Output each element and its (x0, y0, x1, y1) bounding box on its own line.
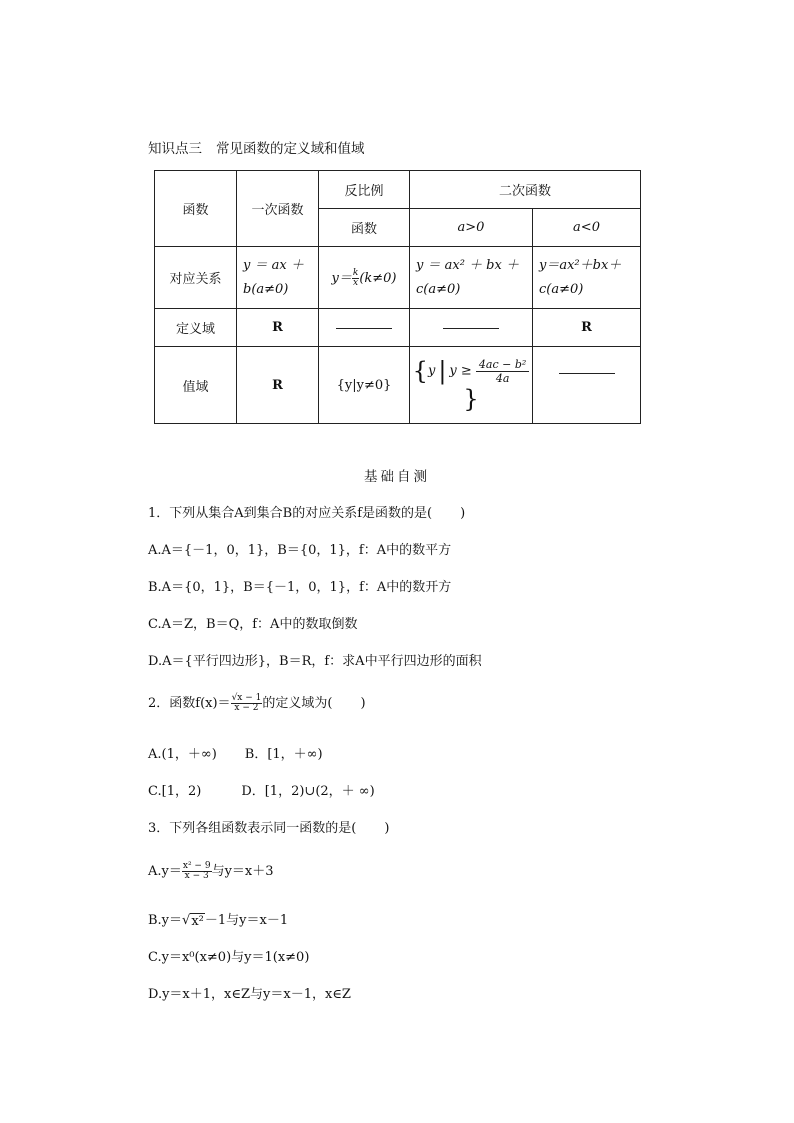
quad-neg-relation (533, 247, 641, 309)
header-quadratic: 二次函数 (410, 171, 641, 209)
q3-a-num: x² − 9 (182, 861, 211, 871)
range-quad-num: 4ac − b² (476, 358, 529, 372)
q1-option-a: A.A＝{－1，0，1}，B＝{0，1}，f：A中的数平方 (148, 543, 452, 558)
inverse-fraction-den: x (353, 278, 359, 288)
q2-stem-pre: 2．函数f(x)＝ (148, 696, 231, 711)
inverse-relation-post: (k≠0) (359, 271, 397, 286)
linear-relation-line1: y ＝ ax ＋ (243, 257, 304, 273)
header-a-negative: a<0 (533, 209, 641, 247)
q2-option-d: D．[1，2)∪(2，＋ ∞) (241, 784, 375, 799)
header-inverse-top: 反比例 (319, 171, 410, 209)
section-label: 知识点三 (148, 141, 202, 157)
range-quad-fraction (476, 358, 529, 385)
header-inverse-bottom: 函数 (319, 209, 410, 247)
q3-option-b (148, 909, 288, 929)
q3-option-a (148, 860, 274, 881)
quad-neg-relation-line2: c(a≠0) (539, 281, 584, 297)
q3-a-den: x − 3 (184, 871, 209, 881)
section-heading: 常见函数的定义域和值域 (216, 141, 365, 157)
range-quad-den: 4a (495, 371, 510, 385)
header-linear: 一次函数 (237, 171, 319, 247)
q3-b-post: －1与y＝x－1 (204, 913, 289, 928)
right-brace-icon: } (463, 385, 479, 413)
q2-options-row2 (148, 780, 375, 799)
q2-close-paren: ) (360, 696, 366, 711)
domain-inverse-blank (319, 309, 410, 347)
header-function: 函数 (155, 171, 237, 247)
question-2-stem (148, 692, 366, 713)
q2-fraction (231, 694, 263, 713)
inverse-fraction-num: k (352, 268, 359, 278)
range-linear: R (237, 347, 319, 424)
q3-b-radicand: x² (191, 914, 204, 929)
q3-a-post: 与y＝x＋3 (211, 864, 274, 879)
quad-neg-relation-line1: y＝ax²＋bx＋ (539, 257, 622, 273)
answer-blank (336, 327, 392, 329)
q3-a-pre: A.y＝ (148, 864, 182, 879)
range-quad-var: y (427, 363, 436, 379)
q2-stem-post: 的定义域为( (262, 696, 333, 711)
q2-option-b: B．[1，＋∞) (244, 747, 323, 762)
domain-quad-neg: R (533, 309, 641, 347)
inverse-relation (319, 247, 410, 309)
row-label-relation: 对应关系 (155, 247, 237, 309)
domain-linear: R (237, 309, 319, 347)
q1-stem-text: 1．下列从集合A到集合B的对应关系f是函数的是( (148, 506, 433, 521)
header-a-positive: a>0 (410, 209, 533, 247)
quad-pos-relation (410, 247, 533, 309)
q3-option-c: C.y＝x⁰(x≠0)与y＝1(x≠0) (148, 950, 310, 965)
q2-frac-den: x − 2 (234, 703, 259, 713)
range-inverse: {y|y≠0} (319, 347, 410, 424)
q3-option-d: D.y＝x＋1，x∈Z与y＝x－1，x∈Z (148, 987, 351, 1002)
bar-icon: | (438, 357, 447, 385)
q3-close-paren: ) (384, 821, 390, 836)
quad-pos-relation-line2: c(a≠0) (416, 281, 461, 297)
q2-option-c: C.[1，2) (148, 784, 202, 799)
inverse-relation-pre: y＝ (331, 271, 352, 286)
q2-frac-num: √x − 1 (231, 693, 262, 703)
q1-option-d: D.A＝{平行四边形}，B＝R，f：求A中平行四边形的面积 (148, 654, 482, 669)
q3-stem-text: 3．下列各组函数表示同一函数的是( (148, 821, 357, 836)
q2-options-row1 (148, 743, 323, 762)
range-quad-pos (410, 347, 533, 424)
domain-quad-pos-blank (410, 309, 533, 347)
row-label-domain: 定义域 (155, 309, 237, 347)
range-quad-neg-blank (533, 347, 641, 424)
row-label-range: 值域 (155, 347, 237, 424)
range-quad-cond: y ≥ (449, 363, 472, 379)
q1-option-b: B.A＝{0，1}，B＝{－1，0，1}，f：A中的数开方 (148, 580, 452, 595)
q3-a-fraction (182, 862, 212, 881)
section-title (148, 137, 365, 157)
q1-option-c: C.A＝Z，B＝Q，f：A中的数取倒数 (148, 617, 358, 632)
function-table (154, 170, 641, 424)
linear-relation (237, 247, 319, 309)
practice-heading: 基础自测 (364, 469, 430, 485)
quad-pos-relation-line1: y ＝ ax² ＋ bx ＋ (416, 257, 519, 273)
answer-blank (443, 327, 499, 329)
q3-b-pre: B.y＝ (148, 913, 183, 928)
answer-blank (559, 372, 615, 374)
q1-close-paren: ) (460, 506, 466, 521)
left-brace-icon: { (412, 357, 428, 385)
sqrt-icon: √ x² (182, 913, 204, 929)
question-3-stem (148, 817, 389, 836)
linear-relation-line2: b(a≠0) (243, 281, 289, 297)
q2-option-a: A.(1，＋∞) (148, 747, 217, 762)
question-1-stem (148, 502, 465, 521)
